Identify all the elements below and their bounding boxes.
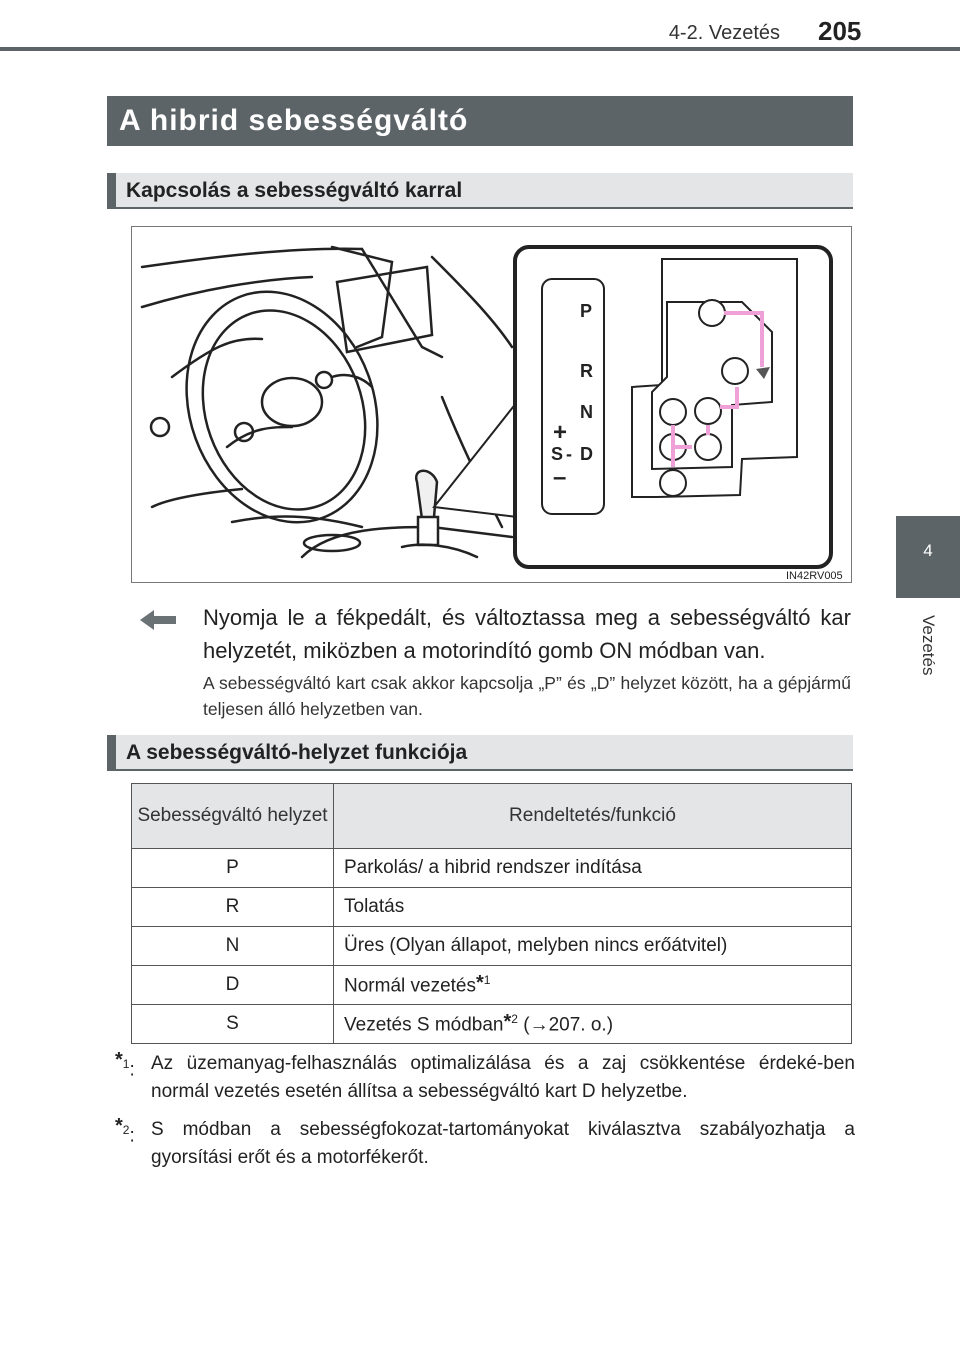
col-header-function: Rendeltetés/funkció <box>334 784 852 849</box>
footnote-marker: *$^1$: <box>115 1049 135 1081</box>
gate-label-s: S <box>551 444 564 464</box>
instruction-note: A sebességváltó kart csak akkor kapcsolja „P” és „D” helyzet között, ha a gépjármű teljesen álló helyzetben van. <box>203 673 851 719</box>
cell-function <box>334 1005 852 1044</box>
footnote-text: S módban a sebességfokozat-tartományokat kiválasztva szabályozhatja a gyorsítási erőt és a motorfékerőt. <box>151 1119 855 1168</box>
header-rule <box>0 47 960 51</box>
table-row <box>132 1005 852 1044</box>
cell-function: Parkolás/ a hibrid rendszer indítása <box>334 849 852 888</box>
page-title: A hibrid sebességváltó <box>107 96 853 146</box>
cell-position: N <box>132 927 334 966</box>
cell-position: D <box>132 966 334 1005</box>
table-row <box>132 888 852 927</box>
instruction-text: Nyomja le a fékpedált, és változtassa meg a sebességváltó kar helyzetét, miközben a motorindító gomb ON módban van. <box>203 605 851 663</box>
page-number: 205 <box>818 16 862 46</box>
footnote-star: * <box>503 1010 512 1033</box>
footnote-2 <box>115 1116 855 1172</box>
table-row <box>132 927 852 966</box>
gate-label-d: D <box>580 444 593 464</box>
cell-position: P <box>132 849 334 888</box>
gate-label-n: N <box>580 402 593 422</box>
function-text: Vezetés S módban <box>344 1014 504 1036</box>
gate-label-plus: + <box>553 419 568 446</box>
footnote-ref: 2 <box>511 1011 518 1026</box>
footnote-marker: *$^2$: <box>115 1115 135 1147</box>
table-row <box>132 966 852 1005</box>
footnote-ref: 1 <box>483 972 491 987</box>
chapter-tab: 4 <box>896 516 960 598</box>
table-header-row <box>132 784 852 849</box>
gate-label-r: R <box>580 361 593 381</box>
cell-position: S <box>132 1005 334 1044</box>
dashboard-drawing <box>132 227 851 582</box>
section-heading-functions: A sebességváltó-helyzet funkciója <box>107 735 853 771</box>
instruction-arrow-icon <box>140 608 176 632</box>
cell-function: Üres (Olyan állapot, melyben nincs erőátvitel) <box>334 927 852 966</box>
gate-label-minus: – <box>553 464 567 491</box>
gate-label-dash: - <box>566 444 572 464</box>
footnote-star: * <box>476 971 484 994</box>
chapter-label: Vezetés <box>919 614 938 676</box>
section-heading: 4-2. Vezetés <box>668 22 780 44</box>
page-reference: (→207. o.) <box>517 1014 614 1036</box>
function-text: Normál vezetés <box>344 975 476 997</box>
footnote-1 <box>115 1050 855 1106</box>
figure-code: IN42RV005 <box>786 570 843 582</box>
gate-label-p: P <box>580 301 593 321</box>
table-row <box>132 849 852 888</box>
shift-position-table <box>131 783 852 1044</box>
cell-function <box>334 966 852 1005</box>
section-heading-shifting: Kapcsolás a sebességváltó karral <box>107 173 853 209</box>
cell-function: Tolatás <box>334 888 852 927</box>
footnote-text: Az üzemanyag-felhasználás optimalizálása és a zaj csökkentése érdeké-ben normál vezetés esetén állítsa a sebességváltó kart D helyzetbe. <box>151 1053 855 1102</box>
col-header-position: Sebességváltó helyzet <box>132 784 334 849</box>
cell-position: R <box>132 888 334 927</box>
shift-lever-illustration <box>131 226 852 583</box>
